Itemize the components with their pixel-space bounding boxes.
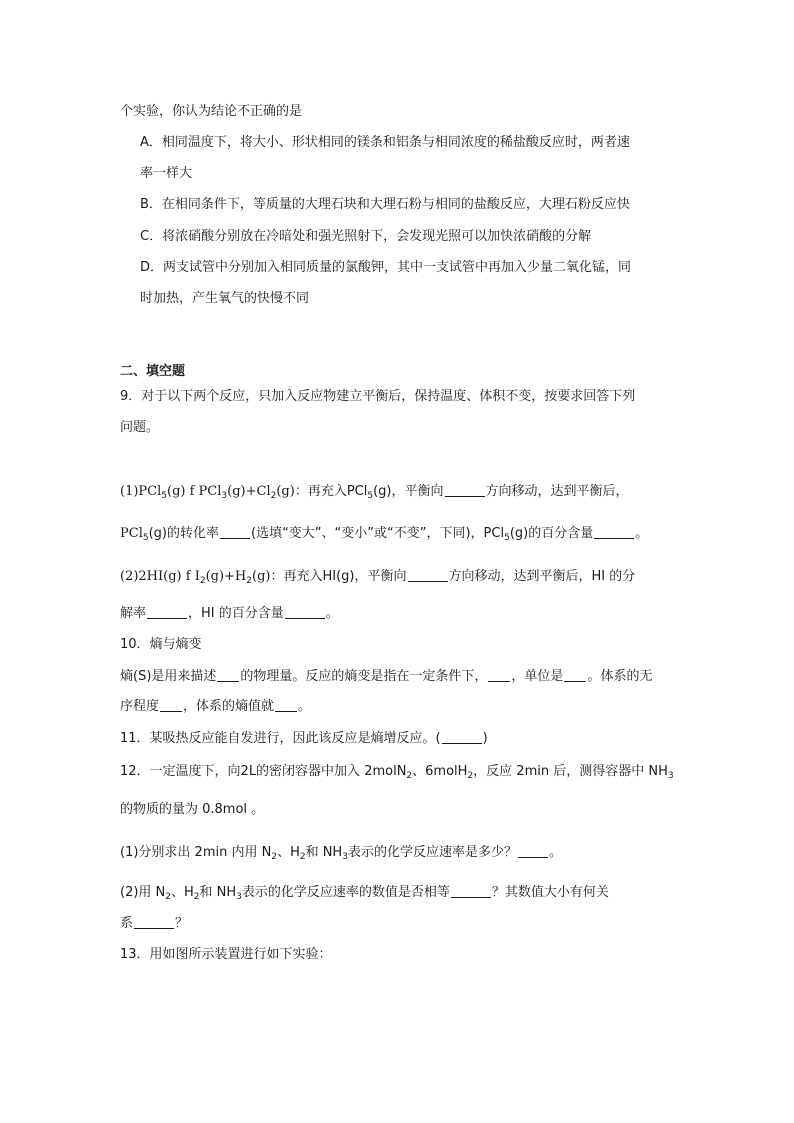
q13: 13．用如图所示装置进行如下实验： bbox=[120, 947, 332, 962]
q11 bbox=[120, 729, 488, 748]
q10-line1 bbox=[120, 667, 652, 686]
q12-part1 bbox=[120, 843, 562, 862]
section-title: 二、填空题 bbox=[120, 364, 186, 379]
subscript: 2 bbox=[271, 852, 278, 862]
q12-p1-b: 、H bbox=[277, 845, 300, 860]
q12-p1-d: 表示的化学反应速率是多少？ bbox=[347, 845, 517, 860]
q8-option-a: A．相同温度下，将大小、形状相同的镁条和铝条与相同浓度的稀盐酸反应时，两者速 bbox=[140, 135, 630, 150]
subscript: 5 bbox=[367, 491, 374, 501]
q9-part1-species: PCl bbox=[120, 526, 143, 541]
subscript: 2 bbox=[193, 892, 200, 902]
q12-p2-g: ？ bbox=[175, 916, 189, 931]
q8-option-b: B．在相同条件下，等质量的大理石块和大理石粉与相同的盐酸反应，大理石粉反应快 bbox=[140, 197, 630, 212]
answer-blank[interactable] bbox=[220, 524, 250, 539]
subscript: 5 bbox=[142, 533, 149, 543]
answer-blank[interactable] bbox=[217, 667, 239, 682]
answer-blank[interactable] bbox=[445, 482, 485, 497]
q8-intro: 个实验，你认为结论不正确的是 bbox=[120, 104, 303, 119]
q9-part1 bbox=[120, 482, 629, 501]
q9-part2 bbox=[120, 567, 635, 586]
q9-part2-eq2: (g)+H bbox=[205, 569, 247, 584]
q9-part1-hint: (选填“变大”、“变小”或“不变”，下同)，PCl bbox=[251, 526, 505, 541]
q10-line2 bbox=[120, 697, 311, 716]
q9-part2-content: ，HI 的百分含量 bbox=[188, 606, 284, 621]
q9-part1-text1: ：再充入PCl bbox=[294, 484, 368, 499]
q12-p2-b: 、H bbox=[171, 885, 194, 900]
answer-blank[interactable] bbox=[275, 697, 297, 712]
q12-p2-e: ？其数值大小有何关 bbox=[491, 885, 609, 900]
q9-part1-text2: (g)，平衡向 bbox=[373, 484, 444, 499]
q9-stem-cont: 问题。 bbox=[120, 420, 160, 435]
q10-text-b: 的物理量。反应的熵变是指在一定条件下， bbox=[240, 669, 488, 684]
answer-blank[interactable] bbox=[442, 729, 482, 744]
answer-blank[interactable] bbox=[285, 604, 325, 619]
q12-part2 bbox=[120, 883, 609, 902]
q9-part2-decomp: 解率 bbox=[120, 606, 147, 621]
q9-part2-prefix: (2)2HI(g) f I bbox=[120, 569, 200, 584]
subscript: 2 bbox=[406, 771, 413, 781]
q10-text-c: ，单位是 bbox=[511, 669, 564, 684]
q12-p1-a: (1)分别求出 2min 内用 N bbox=[120, 845, 272, 860]
period: 。 bbox=[298, 699, 312, 714]
q9-part1-eq2: (g)+Cl bbox=[227, 484, 271, 499]
q9-part2-text2: 方向移动，达到平衡后，HI 的分 bbox=[448, 569, 636, 584]
q12-p1-c: 和 NH bbox=[305, 845, 343, 860]
subscript: 2 bbox=[199, 576, 206, 586]
q11-text: 11．某吸热反应能自发进行，因此该反应是熵增反应。( bbox=[120, 731, 441, 746]
q10-text-f: ，体系的熵值就 bbox=[183, 699, 275, 714]
subscript: 5 bbox=[504, 533, 510, 543]
q8-option-c: C．将浓硝酸分别放在冷暗处和强光照射下，会发现光照可以加快浓硝酸的分解 bbox=[140, 229, 592, 244]
answer-blank[interactable] bbox=[594, 524, 634, 539]
q12-p2-c: 和 NH bbox=[199, 885, 237, 900]
q12-text-c: ，反应 2min 后，测得容器中 NH bbox=[473, 764, 668, 779]
answer-blank[interactable] bbox=[408, 567, 448, 582]
q9-part2-cont bbox=[120, 604, 339, 623]
subscript: 3 bbox=[236, 892, 242, 902]
answer-blank[interactable] bbox=[134, 914, 174, 929]
q12-line2: 的物质的量为 0.8mol 。 bbox=[120, 802, 265, 817]
q12-text-a: 12．一定温度下，向2L的密闭容器中加入 2molN bbox=[120, 764, 407, 779]
answer-blank[interactable] bbox=[564, 667, 586, 682]
subscript: 5 bbox=[161, 491, 168, 501]
q8-option-d-cont: 时加热，产生氧气的快慢不同 bbox=[140, 291, 310, 306]
q9-part1-cont bbox=[120, 524, 648, 543]
q12-text-b: 、6molH bbox=[412, 764, 468, 779]
q8-option-d: D．两支试管中分别加入相同质量的氯酸钾，其中一支试管中再加入少量二氧化锰，同 bbox=[140, 260, 632, 275]
subscript: 2 bbox=[165, 892, 172, 902]
q9-part1-prefix: (1)PCl bbox=[120, 484, 162, 499]
period: 。 bbox=[548, 845, 562, 860]
q12-p2-f: 系 bbox=[120, 916, 134, 931]
q10-title: 10．熵与熵变 bbox=[120, 637, 202, 652]
q10-text-e: 序程度 bbox=[120, 699, 160, 714]
answer-blank[interactable] bbox=[488, 667, 510, 682]
q8-option-a-cont: 率一样大 bbox=[140, 166, 193, 181]
subscript: 2 bbox=[467, 771, 474, 781]
subscript: 2 bbox=[299, 852, 306, 862]
subscript: 3 bbox=[342, 852, 348, 862]
subscript: 3 bbox=[221, 491, 228, 501]
q11-close-paren: ) bbox=[482, 731, 488, 746]
q12-p2-a: (2)用 N bbox=[120, 885, 166, 900]
subscript: 2 bbox=[270, 491, 277, 501]
q9-part1-conversion: (g)的转化率 bbox=[148, 526, 219, 541]
answer-blank[interactable] bbox=[160, 697, 182, 712]
q12-p2-d: 表示的化学反应速率的数值是否相等 bbox=[241, 885, 450, 900]
q10-text-a: 熵(S)是用来描述 bbox=[120, 669, 217, 684]
q9-part1-content: (g)的百分含量 bbox=[509, 526, 594, 541]
q10-text-d: 。体系的无 bbox=[587, 669, 653, 684]
q12-part2-cont bbox=[120, 914, 188, 933]
period: 。 bbox=[325, 606, 339, 621]
q9-part1-eq3: (g) bbox=[276, 484, 295, 499]
q9-stem: 9．对于以下两个反应，只加入反应物建立平衡后，保持温度、体积不变，按要求回答下列 bbox=[120, 389, 636, 404]
subscript: 3 bbox=[667, 771, 674, 781]
answer-blank[interactable] bbox=[147, 604, 187, 619]
q9-part1-text3: 方向移动，达到平衡后， bbox=[485, 484, 629, 499]
period: 。 bbox=[635, 526, 649, 541]
q9-part1-eq: (g) f PCl bbox=[167, 484, 222, 499]
q9-part2-eq3: (g) bbox=[252, 569, 271, 584]
answer-blank[interactable] bbox=[518, 843, 548, 858]
subscript: 2 bbox=[246, 576, 253, 586]
q12-line1 bbox=[120, 763, 674, 781]
answer-blank[interactable] bbox=[451, 883, 491, 898]
q9-part2-text1: ：再充入HI(g)，平衡向 bbox=[270, 569, 407, 584]
